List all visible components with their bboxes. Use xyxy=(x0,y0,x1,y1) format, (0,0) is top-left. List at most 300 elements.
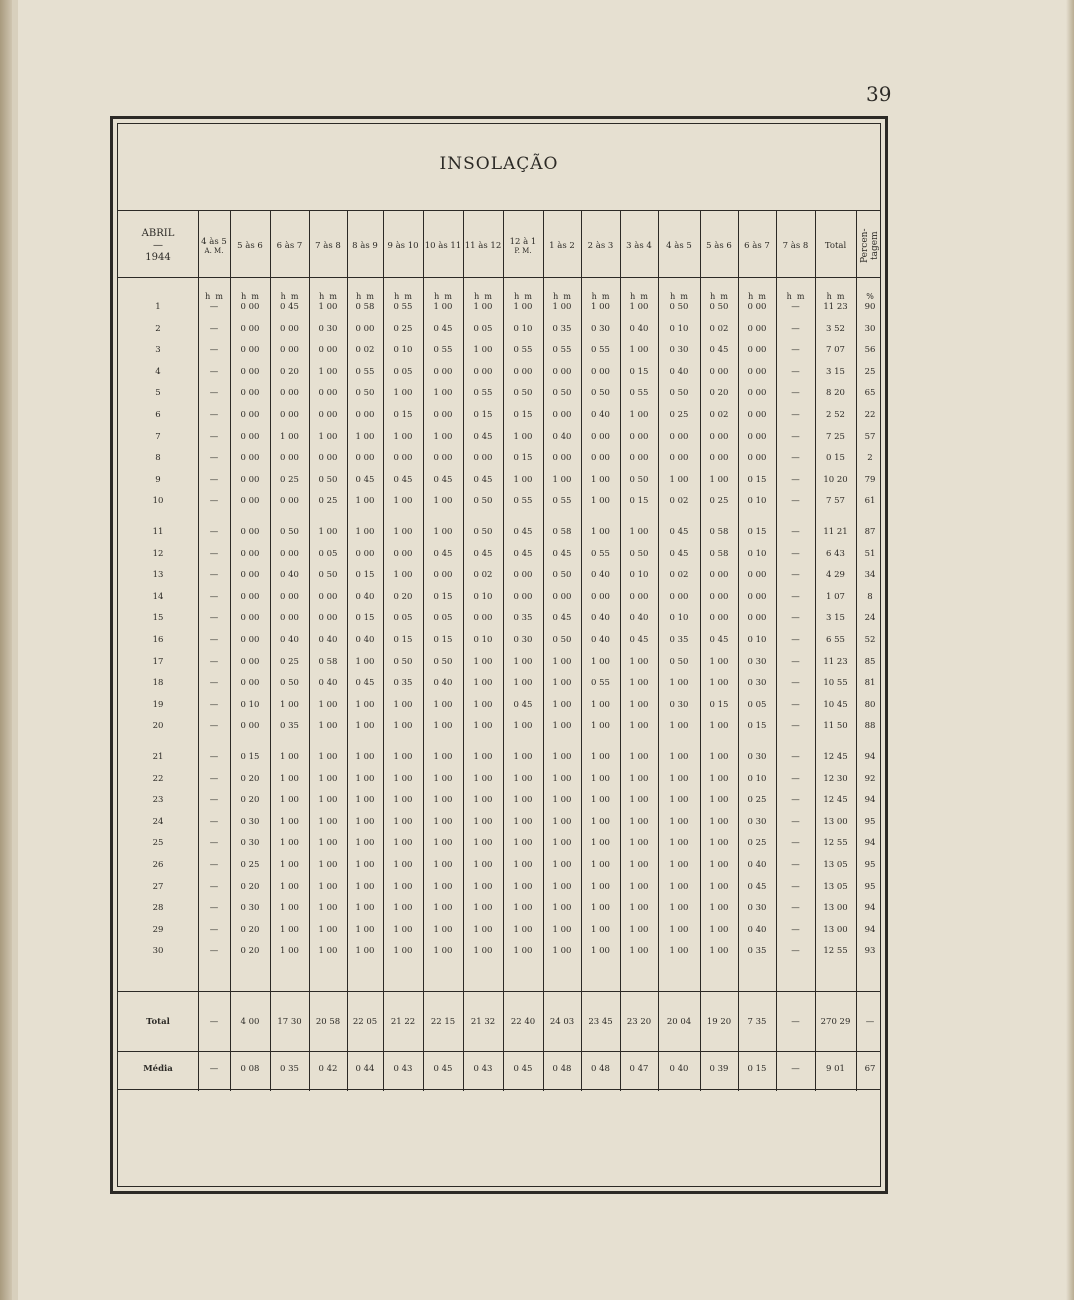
table-cell: 0 35 xyxy=(393,678,413,689)
table-cell: 7 25 xyxy=(826,431,845,442)
table-cell: 0 45 xyxy=(513,699,533,710)
table-cell: 30 xyxy=(864,323,876,334)
table-cell: 0 00 xyxy=(433,410,453,420)
table-cell: 0 00 xyxy=(355,410,375,420)
column-header-text: 2 às 3 xyxy=(587,240,614,251)
table-cell: — xyxy=(791,591,800,602)
column-divider xyxy=(776,211,777,1091)
total-cell: — xyxy=(791,1017,800,1027)
table-cell: 0 00 xyxy=(473,613,493,624)
table-cell: 0 00 xyxy=(240,721,260,732)
table-cell: 1 00 xyxy=(433,795,453,806)
table-cell: 0 30 xyxy=(747,903,767,914)
total-cell: 20 04 xyxy=(666,1017,692,1027)
table-cell: 11 xyxy=(152,527,164,537)
table-cell: 0 20 xyxy=(240,946,260,957)
media-cell: 0 43 xyxy=(393,1064,413,1074)
table-cell: 1 00 xyxy=(552,924,572,935)
column-header-text: 6 às 7 xyxy=(276,240,303,251)
table-cell: 0 40 xyxy=(591,410,610,420)
table-cell: — xyxy=(791,752,800,762)
table-cell: 0 00 xyxy=(240,635,260,645)
table-cell: 1 00 xyxy=(669,795,689,806)
table-cell: 1 00 xyxy=(473,345,493,356)
table-cell: 0 45 xyxy=(513,548,533,559)
table-cell: — xyxy=(209,656,219,667)
table-cell: — xyxy=(791,635,800,645)
table-cell: 0 45 xyxy=(433,323,453,334)
table-cell: 0 02 xyxy=(709,410,729,420)
unit-label: h m xyxy=(710,292,728,301)
table-cell: 1 00 xyxy=(709,903,729,914)
table-cell: 0 00 xyxy=(240,496,260,507)
table-cell: — xyxy=(791,410,800,420)
table-cell: — xyxy=(209,345,219,356)
table-cell: 1 00 xyxy=(473,721,493,732)
unit-label: h m xyxy=(280,292,299,301)
header-abril-line: — xyxy=(153,240,163,251)
table-cell: 0 00 xyxy=(240,431,260,442)
column-header-text: 6 às 7 xyxy=(744,240,770,251)
page-gutter xyxy=(12,0,18,1300)
table-cell: 0 05 xyxy=(393,366,413,377)
table-cell: 1 00 xyxy=(513,795,533,806)
table-cell: — xyxy=(209,881,219,892)
table-cell: 1 00 xyxy=(669,474,689,485)
table-cell: 0 00 xyxy=(709,453,729,464)
table-cell: 0 00 xyxy=(280,548,299,559)
unit-label: h m xyxy=(786,292,805,301)
table-cell: — xyxy=(209,924,219,935)
table-cell: 0 00 xyxy=(280,410,299,420)
column-header xyxy=(776,216,815,276)
table-cell: 1 00 xyxy=(355,903,375,914)
unit-label: h m xyxy=(748,292,766,301)
total-cell: 22 15 xyxy=(430,1017,456,1027)
table-cell: — xyxy=(791,860,800,870)
table-cell: 6 55 xyxy=(826,635,845,645)
table-cell: 0 30 xyxy=(240,903,260,914)
table-cell: 1 00 xyxy=(552,946,572,957)
table-cell: 23 xyxy=(152,795,164,806)
table-cell: 0 00 xyxy=(355,323,375,334)
media-cell: 0 43 xyxy=(473,1064,493,1074)
table-cell: 1 00 xyxy=(393,570,413,581)
table-cell: — xyxy=(209,752,219,762)
table-cell: — xyxy=(209,678,219,689)
table-cell: 1 00 xyxy=(393,924,413,935)
table-cell: 0 55 xyxy=(552,345,572,356)
table-cell: 95 xyxy=(864,860,876,870)
table-cell: 0 00 xyxy=(318,388,338,399)
header-abril-line: 1944 xyxy=(145,252,171,263)
table-cell: 10 xyxy=(152,496,164,507)
table-cell: 13 00 xyxy=(823,924,848,935)
table-cell: 0 15 xyxy=(747,527,767,537)
table-cell: 12 55 xyxy=(823,946,848,957)
table-cell: 0 15 xyxy=(629,496,649,507)
table-cell: 0 00 xyxy=(240,656,260,667)
table-cell: 0 20 xyxy=(240,773,260,784)
column-header-text: 7 às 8 xyxy=(315,240,341,251)
column-header xyxy=(700,216,738,276)
page-edge-shadow xyxy=(1066,0,1074,1300)
table-cell: — xyxy=(791,946,800,957)
media-cell: 9 01 xyxy=(826,1064,845,1074)
table-cell: 11 50 xyxy=(823,721,848,732)
table-cell: 2 xyxy=(155,323,161,334)
table-cell: 0 00 xyxy=(355,548,375,559)
column-header xyxy=(270,216,309,276)
table-cell: 79 xyxy=(864,474,876,485)
table-cell: 1 00 xyxy=(393,903,413,914)
media-cell: 0 08 xyxy=(240,1064,260,1074)
table-cell: 0 58 xyxy=(318,656,338,667)
table-cell: 0 00 xyxy=(433,570,453,581)
table-cell: 0 25 xyxy=(709,496,729,507)
media-cell: 0 48 xyxy=(591,1064,610,1074)
table-cell: — xyxy=(209,721,219,732)
column-header xyxy=(230,216,270,276)
table-cell: 1 00 xyxy=(318,924,338,935)
table-cell: 0 15 xyxy=(433,635,453,645)
table-cell: 0 15 xyxy=(513,453,533,464)
table-cell: — xyxy=(791,345,800,356)
table-cell: 0 10 xyxy=(240,699,260,710)
table-cell: 61 xyxy=(864,496,876,507)
table-cell: 0 40 xyxy=(318,678,338,689)
table-cell: 1 00 xyxy=(473,656,493,667)
table-cell: 0 45 xyxy=(433,548,453,559)
column-divider xyxy=(738,211,739,1091)
table-cell: 0 10 xyxy=(669,613,689,624)
media-cell: 0 44 xyxy=(355,1064,375,1074)
table-cell: 0 40 xyxy=(552,431,572,442)
table-cell: 1 00 xyxy=(591,773,610,784)
table-cell: 1 00 xyxy=(629,838,649,849)
table-cell: 0 10 xyxy=(393,345,413,356)
table-cell: — xyxy=(791,699,800,710)
table-cell: 0 50 xyxy=(552,570,572,581)
table-cell: — xyxy=(791,527,800,537)
table-cell: 7 57 xyxy=(826,496,845,507)
table-cell: 0 10 xyxy=(747,773,767,784)
column-divider xyxy=(383,211,384,1091)
unit-label: h m xyxy=(591,292,610,301)
total-cell: 24 03 xyxy=(549,1017,575,1027)
table-cell: 0 00 xyxy=(240,388,260,399)
table-cell: — xyxy=(791,453,800,464)
table-cell: 1 00 xyxy=(280,816,299,827)
table-cell: 0 25 xyxy=(240,860,260,870)
table-cell: 1 00 xyxy=(513,903,533,914)
table-cell: 0 00 xyxy=(747,591,767,602)
table-cell: 1 00 xyxy=(591,752,610,762)
table-cell: 1 00 xyxy=(669,773,689,784)
table-cell: 1 00 xyxy=(433,302,453,312)
table-cell: 0 00 xyxy=(280,323,299,334)
table-cell: 25 xyxy=(152,838,164,849)
table-cell: — xyxy=(209,773,219,784)
table-cell: 1 00 xyxy=(433,924,453,935)
table-cell: 0 00 xyxy=(747,431,767,442)
table-cell: 0 00 xyxy=(747,366,767,377)
table-cell: 0 00 xyxy=(747,613,767,624)
table-cell: 0 00 xyxy=(280,613,299,624)
table-cell: 0 00 xyxy=(240,678,260,689)
table-cell: 0 20 xyxy=(393,591,413,602)
media-cell: 0 42 xyxy=(318,1064,338,1074)
table-cell: 1 00 xyxy=(591,903,610,914)
column-header-text: 4 às 5 xyxy=(201,236,227,247)
table-cell: 1 00 xyxy=(709,946,729,957)
header-bottom-rule xyxy=(118,277,880,278)
table-cell: 1 00 xyxy=(318,838,338,849)
table-cell: 1 00 xyxy=(552,816,572,827)
table-cell: 1 00 xyxy=(513,838,533,849)
table-cell: 27 xyxy=(152,881,164,892)
table-cell: 20 xyxy=(152,721,164,732)
column-header xyxy=(383,216,423,276)
total-cell: 4 00 xyxy=(240,1017,260,1027)
table-cell: 0 15 xyxy=(826,453,845,464)
table-cell: 0 40 xyxy=(591,635,610,645)
table-cell: 0 45 xyxy=(473,431,493,442)
table-cell: 1 00 xyxy=(629,795,649,806)
table-cell: 0 10 xyxy=(473,635,493,645)
table-cell: 24 xyxy=(864,613,876,624)
table-cell: 0 00 xyxy=(473,366,493,377)
table-cell: 0 20 xyxy=(240,795,260,806)
table-cell: 1 00 xyxy=(433,527,453,537)
table-cell: 0 00 xyxy=(629,591,649,602)
table-cell: 13 00 xyxy=(823,816,848,827)
column-divider xyxy=(463,211,464,1091)
media-cell: Média xyxy=(143,1064,173,1074)
table-cell: 0 10 xyxy=(747,548,767,559)
table-cell: 0 00 xyxy=(747,570,767,581)
table-cell: 0 50 xyxy=(513,388,533,399)
table-cell: 6 43 xyxy=(826,548,845,559)
header-abril-line: ABRIL xyxy=(141,228,175,239)
table-cell: 1 00 xyxy=(629,345,649,356)
table-cell: — xyxy=(209,613,219,624)
table-cell: 13 05 xyxy=(823,881,848,892)
table-cell: 1 00 xyxy=(280,752,299,762)
column-header-text: 7 às 8 xyxy=(782,240,809,251)
column-divider xyxy=(198,211,199,1091)
table-cell: 1 00 xyxy=(552,302,572,312)
table-cell: 0 40 xyxy=(280,570,299,581)
table-cell: 0 00 xyxy=(280,345,299,356)
table-cell: 0 55 xyxy=(513,345,533,356)
unit-label: h m xyxy=(205,292,223,301)
table-cell: 1 00 xyxy=(433,903,453,914)
table-cell: 94 xyxy=(864,752,876,762)
table-cell: 2 xyxy=(867,453,873,464)
table-cell: 1 00 xyxy=(591,656,610,667)
table-cell: 2 52 xyxy=(826,410,845,420)
table-cell: 1 00 xyxy=(709,881,729,892)
table-title: INSOLAÇÃO xyxy=(439,154,559,174)
table-cell: 1 00 xyxy=(552,773,572,784)
table-cell: 1 00 xyxy=(552,903,572,914)
table-cell: 0 15 xyxy=(473,410,493,420)
table-cell: 1 00 xyxy=(513,881,533,892)
table-cell: 0 40 xyxy=(669,366,689,377)
table-cell: — xyxy=(209,816,219,827)
table-cell: 0 15 xyxy=(433,591,453,602)
table-cell: 0 45 xyxy=(669,527,689,537)
column-divider xyxy=(815,211,816,1091)
table-cell: 6 xyxy=(155,410,161,420)
table-cell: 0 50 xyxy=(433,656,453,667)
table-cell: 0 00 xyxy=(552,366,572,377)
table-cell: — xyxy=(209,431,219,442)
table-cell: 0 00 xyxy=(513,570,533,581)
table-cell: 1 00 xyxy=(669,946,689,957)
table-cell: 0 55 xyxy=(591,345,610,356)
table-cell: 1 00 xyxy=(629,678,649,689)
table-cell: 1 00 xyxy=(709,924,729,935)
table-cell: 0 00 xyxy=(433,366,453,377)
table-cell: 0 45 xyxy=(709,635,729,645)
table-cell: 1 00 xyxy=(709,838,729,849)
table-cell: 1 00 xyxy=(355,699,375,710)
column-header-text: 5 às 6 xyxy=(706,240,732,251)
table-cell: 1 00 xyxy=(473,302,493,312)
table-cell: — xyxy=(791,924,800,935)
table-cell: 0 05 xyxy=(433,613,453,624)
table-cell: 0 05 xyxy=(393,613,413,624)
column-divider xyxy=(856,211,857,1091)
table-cell: — xyxy=(791,570,800,581)
table-cell: 18 xyxy=(152,678,164,689)
table-cell: 1 00 xyxy=(318,881,338,892)
total-cell: 7 35 xyxy=(747,1017,767,1027)
table-cell: 85 xyxy=(864,656,876,667)
table-cell: 1 00 xyxy=(709,773,729,784)
header-top-rule xyxy=(118,210,880,211)
table-cell: 0 30 xyxy=(669,345,689,356)
table-cell: 15 xyxy=(152,613,164,624)
table-cell: 0 00 xyxy=(552,453,572,464)
table-cell: 7 xyxy=(155,431,161,442)
table-cell: 1 00 xyxy=(355,721,375,732)
table-cell: 0 00 xyxy=(552,591,572,602)
table-cell: 1 00 xyxy=(433,881,453,892)
column-header xyxy=(620,216,658,276)
table-cell: 12 xyxy=(152,548,164,559)
table-cell: 1 00 xyxy=(473,795,493,806)
table-cell: 0 00 xyxy=(433,453,453,464)
table-cell: 1 00 xyxy=(552,881,572,892)
table-cell: 1 00 xyxy=(591,699,610,710)
table-cell: — xyxy=(791,548,800,559)
table-cell: 1 00 xyxy=(513,924,533,935)
table-cell: — xyxy=(209,474,219,485)
table-cell: — xyxy=(791,323,800,334)
table-cell: 0 45 xyxy=(280,302,299,312)
table-cell: 0 40 xyxy=(433,678,453,689)
table-cell: 0 00 xyxy=(747,302,767,312)
table-cell: 0 15 xyxy=(393,410,413,420)
table-cell: 1 00 xyxy=(669,721,689,732)
table-cell: 0 15 xyxy=(355,613,375,624)
table-cell: 1 00 xyxy=(709,721,729,732)
table-cell: 1 00 xyxy=(552,752,572,762)
table-cell: 1 00 xyxy=(709,752,729,762)
table-cell: 1 00 xyxy=(552,699,572,710)
table-cell: 0 58 xyxy=(552,527,572,537)
table-cell: 0 15 xyxy=(355,570,375,581)
table-cell: 1 00 xyxy=(591,924,610,935)
table-cell: 81 xyxy=(864,678,876,689)
column-header xyxy=(503,216,543,276)
table-cell: 1 00 xyxy=(280,773,299,784)
total-bottom-rule xyxy=(118,1051,880,1052)
table-cell: 0 50 xyxy=(669,302,689,312)
table-cell: 0 00 xyxy=(629,453,649,464)
table-cell: 1 00 xyxy=(433,721,453,732)
table-cell: 88 xyxy=(864,721,876,732)
table-cell: 1 00 xyxy=(280,431,299,442)
table-cell: 28 xyxy=(152,903,164,914)
table-cell: — xyxy=(791,496,800,507)
table-cell: 1 00 xyxy=(473,752,493,762)
table-cell: 1 00 xyxy=(318,946,338,957)
table-cell: 0 00 xyxy=(240,410,260,420)
table-cell: 94 xyxy=(864,924,876,935)
table-cell: 0 05 xyxy=(747,699,767,710)
table-cell: 0 35 xyxy=(747,946,767,957)
total-cell: 270 29 xyxy=(820,1017,851,1027)
table-cell: 0 50 xyxy=(473,496,493,507)
column-divider xyxy=(423,211,424,1091)
table-cell: 0 15 xyxy=(747,721,767,732)
unit-label: h m xyxy=(356,292,374,301)
table-cell: 1 00 xyxy=(473,773,493,784)
table-cell: 0 40 xyxy=(318,635,338,645)
column-header xyxy=(581,216,620,276)
table-cell: 0 40 xyxy=(355,635,375,645)
table-cell: 1 00 xyxy=(318,366,338,377)
table-cell: 0 02 xyxy=(473,570,493,581)
table-cell: 0 55 xyxy=(591,548,610,559)
table-cell: 30 xyxy=(152,946,164,957)
table-cell: 1 00 xyxy=(591,816,610,827)
table-cell: 0 05 xyxy=(473,323,493,334)
table-cell: 3 15 xyxy=(826,613,845,624)
table-cell: 65 xyxy=(864,388,876,399)
column-header xyxy=(815,216,856,276)
table-cell: 22 xyxy=(152,773,164,784)
table-cell: 0 20 xyxy=(240,881,260,892)
table-cell: 0 05 xyxy=(318,548,338,559)
table-cell: 1 00 xyxy=(393,946,413,957)
table-cell: 3 15 xyxy=(826,366,845,377)
column-header xyxy=(198,216,230,276)
table-cell: 11 23 xyxy=(823,656,848,667)
table-cell: 0 00 xyxy=(280,388,299,399)
table-cell: 0 15 xyxy=(393,635,413,645)
media-cell: 0 45 xyxy=(433,1064,453,1074)
table-cell: 0 20 xyxy=(240,924,260,935)
table-cell: 1 00 xyxy=(280,946,299,957)
column-divider xyxy=(700,211,701,1091)
table-frame xyxy=(110,116,888,1194)
column-header-text: 4 às 5 xyxy=(666,240,692,251)
